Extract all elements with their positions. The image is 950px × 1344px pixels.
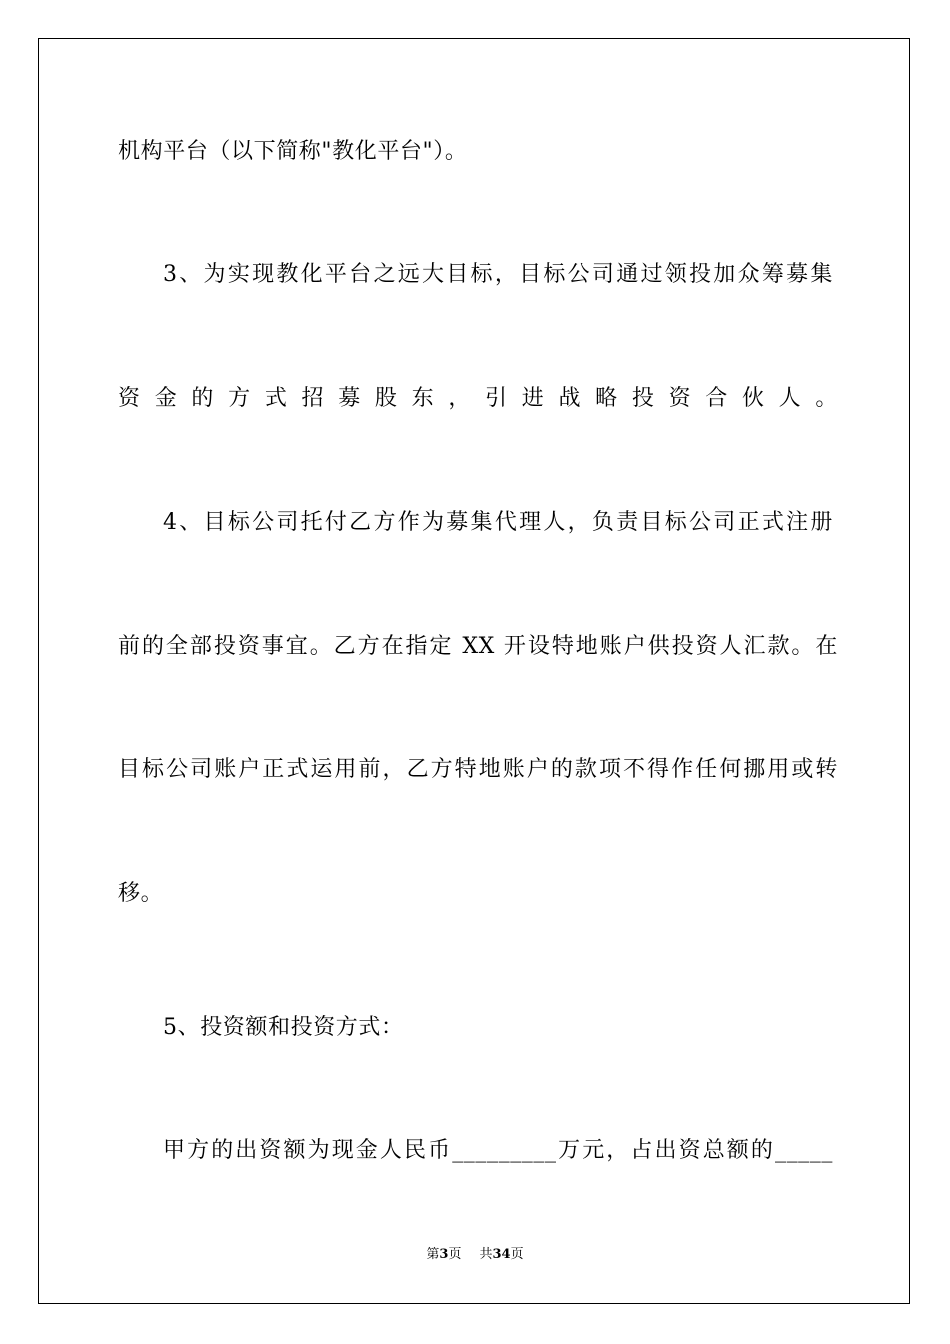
- text-line: 4、目标公司托付乙方作为募集代理人，负责目标公司正式注册: [163, 510, 833, 535]
- text-line: 前的全部投资事宜。乙方在指定 XX 开设特地账户供投资人汇款。在: [118, 634, 838, 659]
- text-line: 移。: [118, 881, 164, 906]
- page-footer: [0, 1246, 950, 1264]
- text-line: 甲方的出资额为现金人民币_________万元，占出资总额的_____: [163, 1138, 833, 1163]
- page-number: 3: [439, 1247, 449, 1262]
- text-line: 3、为实现教化平台之远大目标，目标公司通过领投加众筹募集: [163, 262, 833, 287]
- page-prefix: 第: [426, 1247, 440, 1262]
- total-prefix: 共: [479, 1247, 493, 1262]
- total-suffix: 页: [510, 1247, 524, 1262]
- page-suffix: 页: [448, 1247, 462, 1262]
- text-line: 目标公司账户正式运用前，乙方特地账户的款项不得作任何挪用或转: [118, 757, 838, 782]
- text-line: 机构平台（以下简称"教化平台"）。: [118, 139, 468, 164]
- text-line: 资金的方式招募股东，引进战略投资合伙人。: [118, 386, 838, 411]
- total-pages: 34: [492, 1247, 511, 1262]
- page-border: [38, 38, 910, 1304]
- text-line: 5、投资额和投资方式：: [163, 1015, 404, 1040]
